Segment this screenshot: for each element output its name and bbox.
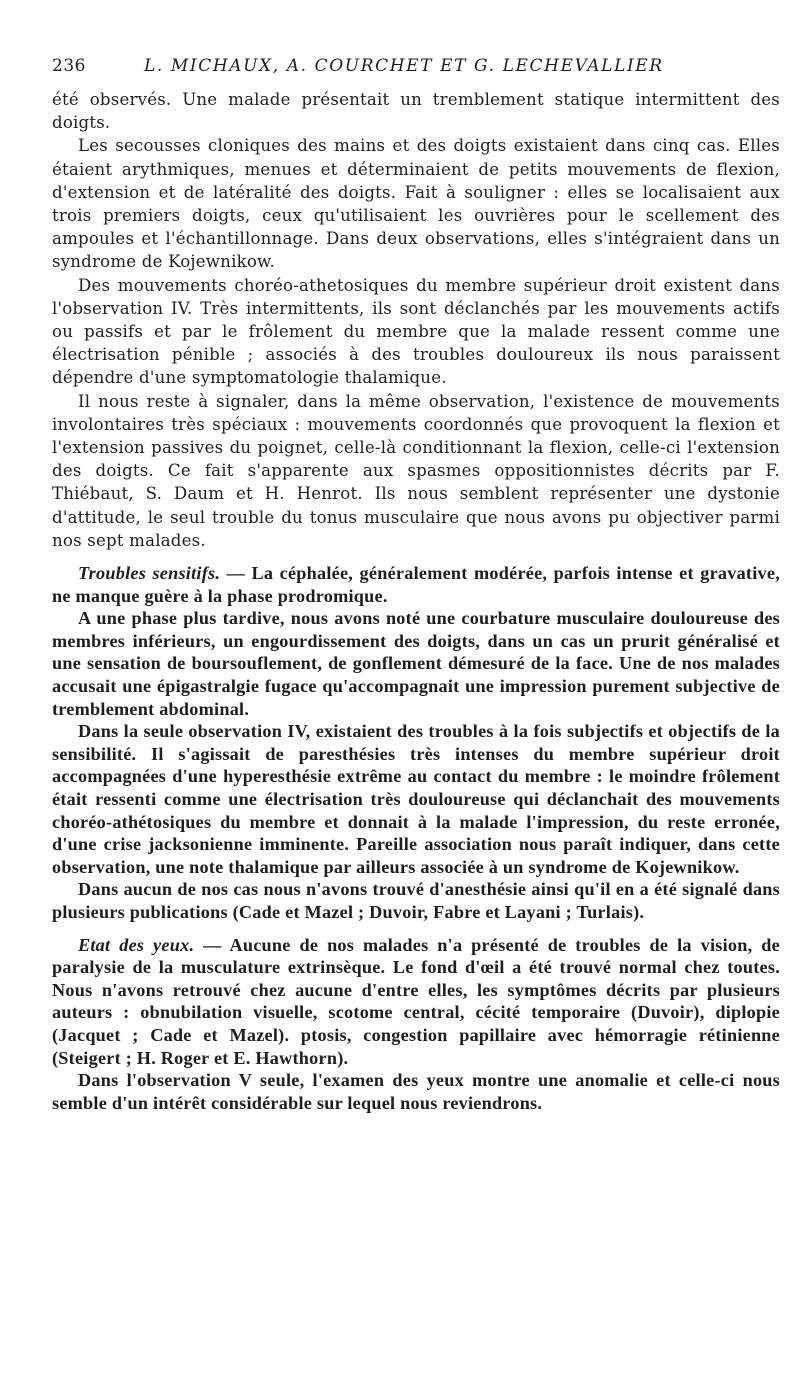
running-head: [52, 56, 780, 82]
section-gap: [52, 924, 780, 934]
paragraph-etat-des-yeux: [52, 934, 780, 1070]
paragraph-secousses-cloniques: Les secousses cloniques des mains et des doigts existaient dans cinq cas. Elles étaient arythmiques, menues et déterminaient de petits mouvements de flexion, d'extension et de latéralité des doigts. Fait à souligner : elles se localisaient aux trois premiers doigts, ceux qu'utilisaient les ouvrières pour le scellement des ampoules et l'échantillonnage. Dans deux observations, elles s'intégraient dans un syndrome de Kojewnikow.: [52, 136, 780, 272]
paragraph-anesthesie: Dans aucun de nos cas nous n'avons trouvé d'anesthésie ainsi qu'il en a été signalé dans plusieurs publications (Cade et Mazel ; Duvoir, Fabre et Layani ; Turlais).: [52, 879, 780, 922]
section-title-troubles-sensitifs: Troubles sensitifs.: [78, 563, 221, 584]
paragraph-continuation: été observés. Une malade présentait un tremblement statique intermittent des doigts.: [52, 90, 780, 133]
paragraph-troubles-sensitifs-text: — La céphalée, généralement modérée, parfois intense et gravative, ne manque guère à la phase prodromique.: [52, 563, 781, 606]
page-number: 236: [52, 56, 86, 76]
paragraph-troubles-sensitifs: [52, 562, 780, 607]
section-title-etat-des-yeux: Etat des yeux.: [78, 934, 195, 955]
paragraph-etat-des-yeux-text: — Aucune de nos malades n'a présenté de troubles de la vision, de paralysie de la musculature extrinsèque. Le fond d'œil a été trouvé normal chez toutes. Nous n'avons retrouvé chez aucune d'entre elles, les symptômes décrits par plusieurs auteurs : obnubilation visuelle, scotome central, cécité temporaire (Duvoir), diplopie (Jacquet ; Cade et Mazel). ptosis, congestion papillaire avec hémorragie rétinienne (Steigert ; H. Roger et E. Hawthorn).: [52, 934, 780, 1068]
paragraph-observation-v: Dans l'observation V seule, l'examen des yeux montre une anomalie et celle-ci nous semble d'un intérêt considérable sur lequel nous reviendrons.: [52, 1070, 780, 1113]
paragraph-mouvements-involontaires: Il nous reste à signaler, dans la même observation, l'existence de mouvements involontaires très spéciaux : mouvements coordonnés que provoquent la flexion et l'extension passives du poignet, celle-là conditionnant la flexion, celle-ci l'extension des doigts. Ce fait s'apparente aux spasmes oppositionnistes décrits par F. Thiébaut, S. Daum et H. Henrot. Ils nous semblent représenter une dystonie d'attitude, le seul trouble du tonus musculaire que nous avons pu objectiver parmi nos sept malades.: [52, 391, 780, 550]
section-gap: [52, 552, 780, 562]
paragraph-observation-iv: Dans la seule observation IV, existaient des troubles à la fois subjectifs et objectifs de la sensibilité. Il s'agissait de paresthésies très intenses du membre supérieur droit accompagnées d'une hyperesthésie extrême au contact du membre : le moindre frôlement était ressenti comme une électrisation très douloureuse qui déclanchait des mouvements choréo-athétosiques du membre et donnait à la malade l'impression, du reste erronée, d'une crise jacksonienne imminente. Pareille association nous paraît indiquer, dans cette observation, une note thalamique par ailleurs associée à un syndrome de Kojewnikow.: [52, 721, 780, 877]
paragraph-choreo-athetosiques: Des mouvements choréo-athetosiques du membre supérieur droit existent dans l'observation IV. Très intermittents, ils sont déclanchés par les mouvements actifs ou passifs et par le frôlement du membre que la malade ressent comme une électrisation pénible ; associés à des troubles douloureux ils nous paraissent dépendre d'une symptomatologie thalamique.: [52, 275, 780, 388]
book-page: [52, 56, 780, 1114]
running-head-authors: L. MICHAUX, A. COURCHET ET G. LECHEVALLIER: [144, 56, 664, 76]
paragraph-phase-tardive: A une phase plus tardive, nous avons noté une courbature musculaire douloureuse des membres inférieurs, un engourdissement des doigts, dans un cas un prurit généralisé et une sensation de boursouflement, de gonflement démesuré de la face. Une de nos malades accusait une épigastralgie fugace qu'accompagnait une impression purement subjective de tremblement abdominal.: [52, 608, 780, 719]
